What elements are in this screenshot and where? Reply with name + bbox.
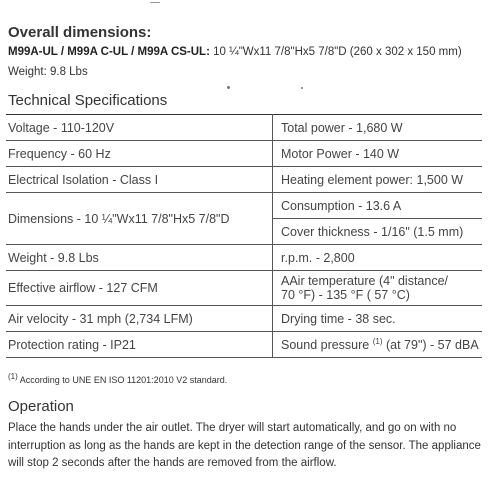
footnote-text: According to UNE EN ISO 11201:2010 V2 standard. [17,375,228,385]
table-row [6,245,482,271]
spec-voltage: Voltage - 110-120V [6,115,273,141]
stray-dot [301,87,303,89]
table-row [6,193,482,219]
table-row [6,115,482,141]
overall-weight: Weight: 9.8 Lbs [8,66,88,78]
footnote [8,372,227,385]
overall-dimensions-heading: Overall dimensions: [8,24,152,41]
spec-drying-time: Drying time - 38 sec. [273,306,483,332]
sound-pressure-value: (at 79") - 57 dBA [382,338,479,353]
air-temperature-line-1: AAir temperature (4" distance/ [281,274,449,288]
air-temperature-line-2: 70 °F) - 135 °F ( 57 °C) [281,288,410,302]
table-row [6,332,482,358]
spec-total-power: Total power - 1,680 W [273,115,483,141]
cropped-text-fragment [0,0,500,8]
spec-effective-airflow: Effective airflow - 127 CFM [6,271,273,306]
spec-frequency: Frequency - 60 Hz [6,141,273,167]
stray-dot [227,86,230,89]
models-dimensions: 10 ¼"Wx11 7/8"Hx5 7/8"D (260 x 302 x 150 mm) [213,46,462,58]
spec-dimensions: Dimensions - 10 ¼"Wx11 7/8"Hx5 7/8"D [6,193,273,245]
sound-pressure-label: Sound pressure [281,338,373,353]
spec-sound-pressure [273,332,483,358]
spec-rpm: r.p.m. - 2,800 [273,245,483,271]
table-row [6,306,482,332]
operation-description: Place the hands under the air outlet. The dryer will start automatically, and go on with no interruption as long as the hands are kept in the detection range of the sensor. The appliance will stop 2 seconds after the hands are removed from the airflow. [8,422,481,469]
spec-air-velocity: Air velocity - 31 mph (2,734 LFM) [6,306,273,332]
table-row [6,141,482,167]
technical-specifications-heading: Technical Specifications [8,92,168,109]
table-row [6,271,482,306]
footnote-number: (1) [8,372,18,381]
footnote-marker: (1) [372,336,383,346]
spec-heating-element-power: Heating element power: 1,500 W [273,167,483,193]
models-dimensions-line [8,46,462,58]
spec-motor-power: Motor Power - 140 W [273,141,483,167]
spec-consumption: Consumption - 13.6 A [273,193,483,219]
specifications-table [6,114,482,358]
spec-weight: Weight - 9.8 Lbs [6,245,273,271]
spec-air-temperature [273,271,483,306]
spec-electrical-isolation: Electrical Isolation - Class I [6,167,273,193]
spec-protection-rating: Protection rating - IP21 [6,332,273,358]
models-label: M99A-UL / M99A C-UL / M99A CS-UL: [8,46,210,58]
spec-cover-thickness: Cover thickness - 1/16" (1.5 mm) [273,219,483,245]
table-row [6,167,482,193]
operation-heading: Operation [8,398,74,415]
